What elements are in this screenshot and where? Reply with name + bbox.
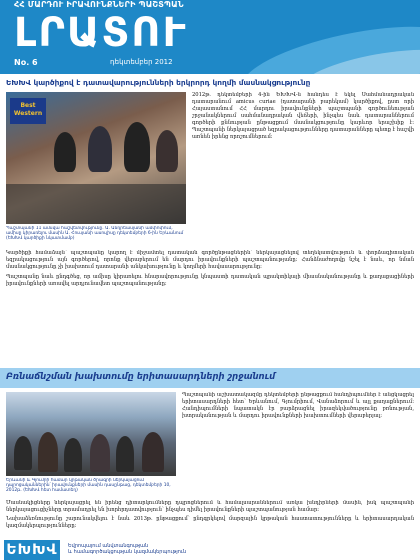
- issue-number: No. 6: [14, 58, 38, 67]
- article2-photo-caption: Երևանի և Գյումրի համար կրթական ծրագրի ներկայացում դպրոցականներին՝ իրավունքների մասին դասընթաց, դեկտեմբերի 10, 2012թ. (ԵԽԽՎ հետ համատեղ): [6, 478, 171, 494]
- newsletter-title: ԼՐԱՏՈՒ: [14, 10, 188, 56]
- article2-paragraph: Մասնակիցները ներկայացրել են իրենց դիտարկումները դպրոցներում և համալսարաններում առկա խնդիրների մասին, իսկ պաշտպանի ներկայացուցիչները տրամադրել են խորհրդատվություն՝ ինչպես դիմել իրավունքների պաշտպանության համար։: [6, 500, 414, 513]
- article2-body-wide: [6, 500, 414, 538]
- masthead: [0, 0, 420, 74]
- article2-photo: [6, 392, 176, 476]
- photo-audience-member: [64, 438, 82, 472]
- article1-body-column: [192, 92, 414, 248]
- footer-text-line: Եվրոպայում անվտանգության: [68, 543, 149, 549]
- article1-paragraph: 2012թ. դեկտեմբերի 4-ին ԵԽԽՎ-ն հանդես է եկել Սահմանադրական դատարանում amicus curiae (դատարանի բարեկամ) կարծիքով, ըստ որի Հայաստանում ՀՀ մարդու իրավունքների պաշտպանի գործունեության շրջանակներում սահմանադրական վեճերի, ինչպես նաև դատարաններում գործերի քննության ընթացքում մասնակցությունը կարևոր երաշխիք է։ Պաշտպանի ներկայացրած եզրակացությունները դատարանները պետք է հաշվի առնեն իրենց որոշումներում։: [192, 92, 414, 140]
- footer: [0, 540, 420, 560]
- photo-person: [156, 130, 178, 172]
- photo-person: [88, 126, 112, 172]
- article2-headline: Բռնաճնշման խախտումը երիտասարդների շրջանում: [6, 372, 276, 382]
- photo-person: [124, 122, 150, 172]
- article1-headline: ԵԽԽՎ կարծիքով է դատավարությունների երկրորդ կողմի մասնակցությունը: [6, 78, 311, 87]
- photo-audience-member: [90, 434, 110, 472]
- photo-table: [6, 184, 186, 224]
- photo-person: [54, 132, 76, 172]
- osce-logo: ԵԽԽՎ: [4, 540, 60, 560]
- article2-header-bar: [0, 368, 420, 388]
- article2-body-column: [182, 392, 414, 498]
- article1-photo: [6, 92, 186, 224]
- photo-audience-member: [38, 432, 58, 472]
- issue-date: դեկտեմբեր 2012: [110, 58, 173, 66]
- photo-audience-member: [116, 436, 134, 472]
- article2-paragraph: Պաշտպանի աշխատակազմը դեկտեմբերի ընթացքում հանդիպումներ է անցկացրել երիտասարդների հետ՝ Երևանում, Գյումրիում, Վանաձորում և այլ քաղաքներում։ Հանդիպումների նպատակն էր բարձրացնել իրազեկվածությունը բռնության, խտրականության և մարդու իրավունքների խախտումների վերաբերյալ։: [182, 392, 414, 419]
- photo-audience-member: [142, 432, 164, 472]
- article1-body-wide: [6, 250, 414, 364]
- footer-organization-name: [68, 543, 268, 556]
- article2-paragraph: Նախաձեռնությունը շարունակվելու է նաև 2013թ. ընթացքում՝ ընդգրկելով մարզային կրթական հաստատությունները և երիտասարդական կազմակերպությունները։: [6, 516, 414, 529]
- masthead-tagline: ՀՀ ՄԱՐԴՈՒ ԻՐԱՎՈՒՆՔՆԵՐԻ ՊԱՇՏՊԱՆ: [14, 0, 184, 9]
- article1-photo-caption: Պաշտպանի 11 ամսվա հաշվետվությունը. Ա. Անդրեասյանի ամփոփում, ամիսը կիրառելու մասին Ա. Հուսյանի ասուլիսը դեկտեմբերի 6-ին Երևանում (ԵԽԽՎ կարծիքի նկատմամբ): [6, 226, 184, 242]
- photo-audience-member: [14, 436, 32, 470]
- hotel-banner: Best Western: [10, 98, 46, 124]
- article1-paragraph: Կարծիքի համաձայն՝ պաշտպանը կարող է միջամտել դատական գործընթացներին՝ ներկայացնելով տեղեկատվություն և փորձագիտական եզրակացություն այն գործերով, որոնք վերաբերում են մարդու իրավունքների պաշտպանությանը։ Հանձնաժողովը նշել է նաև, որ նման մասնակցությունը չի խախտում դատարանի անկախությունը և կողմերի հավասարությունը։: [6, 250, 414, 270]
- footer-text-line: և համագործակցության կազմակերպություն: [68, 549, 187, 556]
- article1-paragraph: Պաշտպանը նաև ընդգծեց, որ ամիսը կիրառելու հնարավորությունը կնպաստի դատական պրակտիկայի միասնականությանը և քաղաքացիների իրավունքների առավել արդյունավետ պաշտպանությանը։: [6, 274, 414, 287]
